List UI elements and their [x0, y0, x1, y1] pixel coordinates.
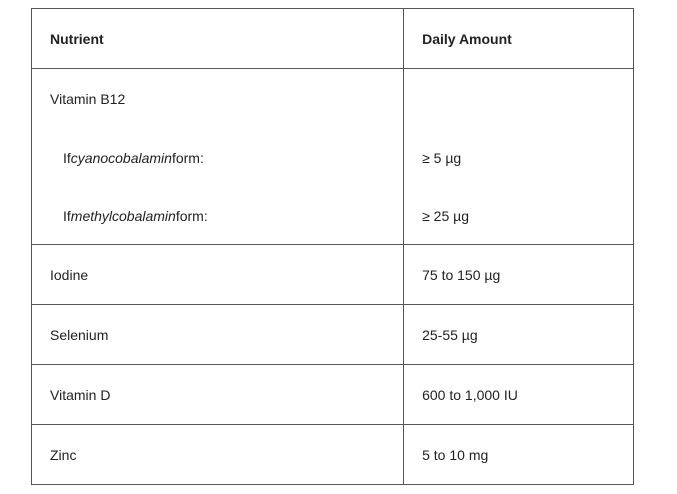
- nutrient-cell: Selenium: [32, 305, 404, 365]
- amount-cell: 5 to 10 mg: [404, 425, 634, 485]
- cyanocobalamin-term: cyanocobalamin: [70, 149, 172, 166]
- table-row-zinc: [32, 425, 634, 485]
- methylcobalamin-form-label: [32, 187, 403, 244]
- amount-cell: 600 to 1,000 IU: [404, 365, 634, 425]
- amount-cell: 25-55 µg: [404, 305, 634, 365]
- methylcobalamin-amount: ≥ 25 µg: [422, 207, 469, 224]
- vitamin-b12-amount-empty: [404, 69, 633, 128]
- nutrient-cell: Vitamin D: [32, 365, 404, 425]
- form-prefix: If: [63, 207, 71, 224]
- nutrient-cell: Iodine: [32, 245, 404, 305]
- table-row-selenium: [32, 305, 634, 365]
- form-suffix: form:: [175, 207, 208, 224]
- nutrient-table: [31, 8, 634, 485]
- header-nutrient: Nutrient: [32, 9, 404, 69]
- amount-cell: 75 to 150 µg: [404, 245, 634, 305]
- form-prefix: If: [63, 149, 71, 166]
- cyanocobalamin-amount: ≥ 5 µg: [422, 149, 462, 166]
- table-row-vitamin-b12: [32, 69, 634, 245]
- table-row-iodine: [32, 245, 634, 305]
- vitamin-b12-nutrient-cell: [32, 69, 404, 245]
- form-suffix: form:: [171, 149, 204, 166]
- cyanocobalamin-form-label: [32, 128, 403, 187]
- vitamin-b12-amount-cell: [404, 69, 634, 245]
- nutrient-cell: Zinc: [32, 425, 404, 485]
- methylcobalamin-term: methylcobalamin: [70, 207, 176, 224]
- header-daily-amount: Daily Amount: [404, 9, 634, 69]
- table-row-vitamin-d: [32, 365, 634, 425]
- header-row: [32, 9, 634, 69]
- vitamin-b12-label: Vitamin B12: [50, 90, 126, 107]
